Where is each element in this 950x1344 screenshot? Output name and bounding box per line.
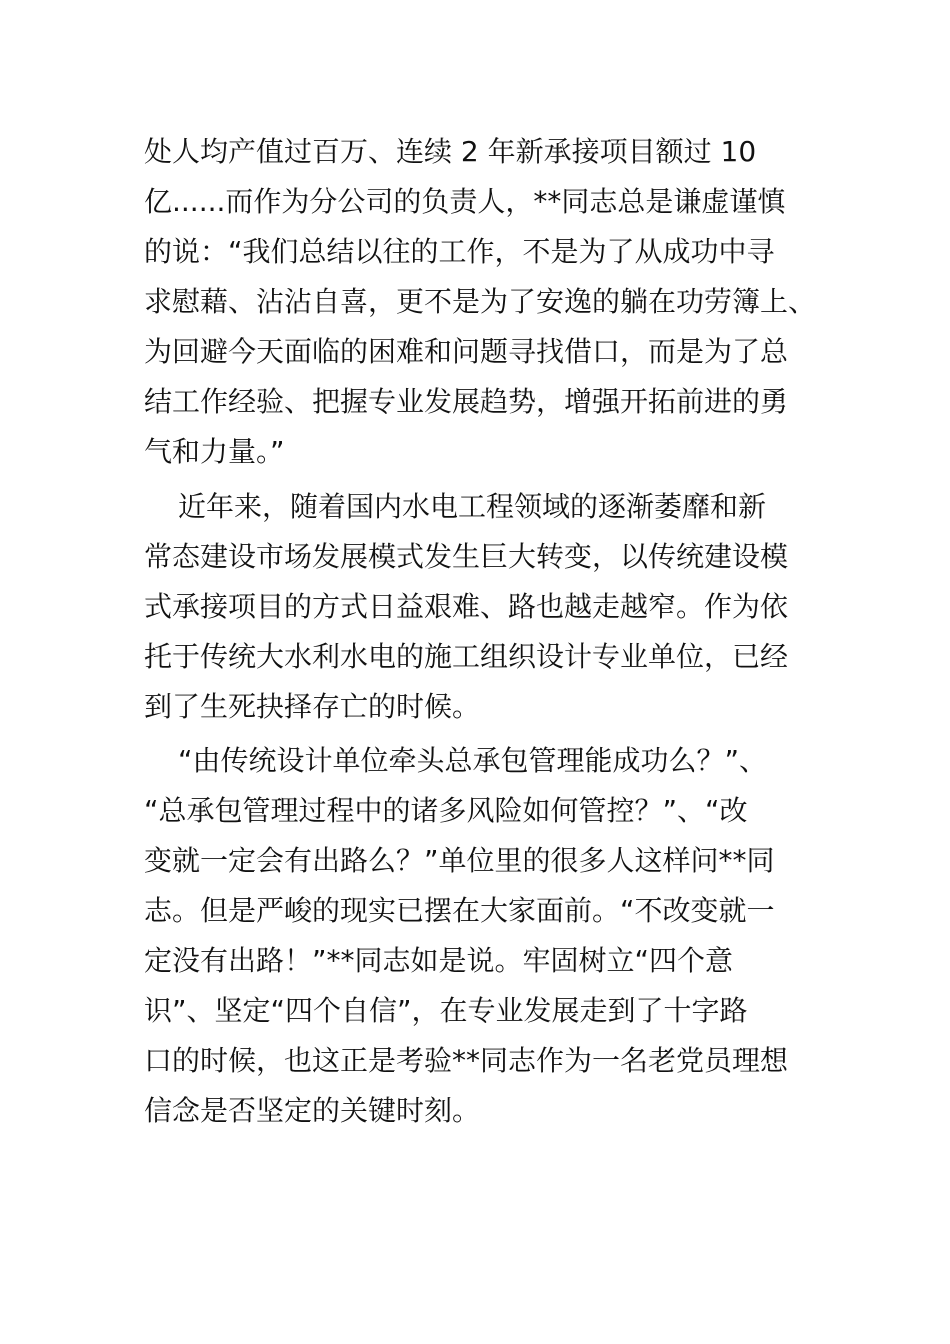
paragraph-line: 处人均产值过百万、连续 2 年新承接项目额过 10 [144,135,757,168]
paragraph-line: 为回避今天面临的困难和问题寻找借口，而是为了总 [144,335,789,368]
paragraph-line: 式承接项目的方式日益艰难、路也越走越窄。作为依 [144,590,789,623]
paragraph-line: 变就一定会有出路么？”单位里的很多人这样问**同 [144,844,775,877]
paragraph-line: 求慰藉、沾沾自喜，更不是为了安逸的躺在功劳簿上、 [144,285,817,318]
paragraph-line: 亿......而作为分公司的负责人，**同志总是谦虚谨慎 [144,185,786,218]
paragraph-line: 气和力量。” [144,435,285,468]
paragraph-line: 定没有出路！”**同志如是说。牢固树立“四个意 [144,944,734,977]
paragraph-line: “由传统设计单位牵头总承包管理能成功么？”、 [178,744,768,777]
paragraph-line: 识”、坚定“四个自信”，在专业发展走到了十字路 [144,994,748,1027]
paragraph-line: 到了生死抉择存亡的时候。 [144,690,481,723]
paragraph-line: 志。但是严峻的现实已摆在大家面前。“不改变就一 [144,894,775,927]
paragraph-line: 的说：“我们总结以往的工作，不是为了从成功中寻 [144,235,775,268]
paragraph-line: 信念是否坚定的关键时刻。 [144,1094,481,1127]
paragraph-line: 口的时候，也这正是考验**同志作为一名老党员理想 [144,1044,789,1077]
paragraph-line: 常态建设市场发展模式发生巨大转变，以传统建设模 [144,540,789,573]
paragraph-line: 托于传统大水利水电的施工组织设计专业单位，已经 [144,640,789,673]
paragraph-line: 结工作经验、把握专业发展趋势，增强开拓前进的勇 [144,385,789,418]
paragraph-line: 近年来，随着国内水电工程领域的逐渐萎靡和新 [178,490,767,523]
paragraph-line: “总承包管理过程中的诸多风险如何管控？”、“改 [144,794,748,827]
